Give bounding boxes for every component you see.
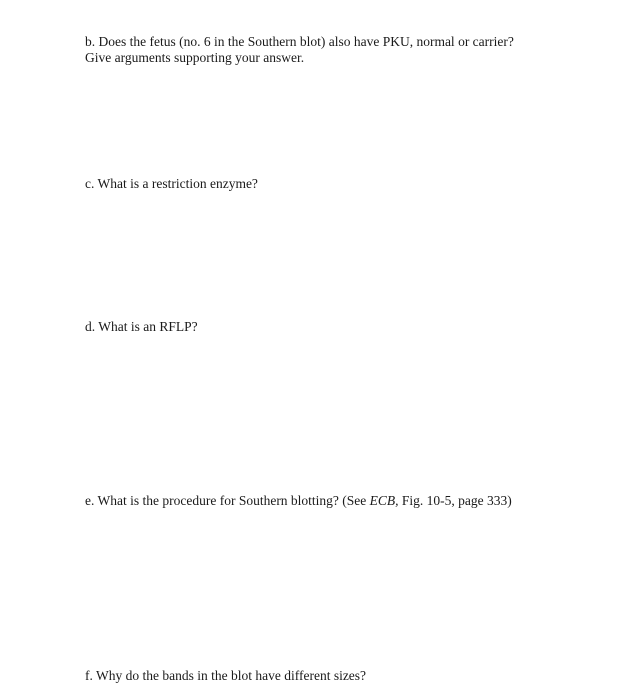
question-d: d. What is an RFLP? bbox=[85, 319, 198, 334]
question-e bbox=[85, 493, 512, 509]
question-f: f. Why do the bands in the blot have different sizes? bbox=[85, 668, 367, 683]
question-b bbox=[85, 34, 514, 66]
question-b-line-1: b. Does the fetus (no. 6 in the Southern blot) also have PKU, normal or carrier? bbox=[85, 34, 514, 49]
question-e-citation: ECB, bbox=[369, 493, 399, 508]
question-e-prefix: e. What is the procedure for Southern blotting? (See bbox=[85, 493, 370, 508]
question-c: c. What is a restriction enzyme? bbox=[85, 176, 258, 191]
question-b-line-2: Give arguments supporting your answer. bbox=[85, 50, 305, 65]
question-e-suffix: Fig. 10-5, page 333) bbox=[398, 493, 512, 508]
